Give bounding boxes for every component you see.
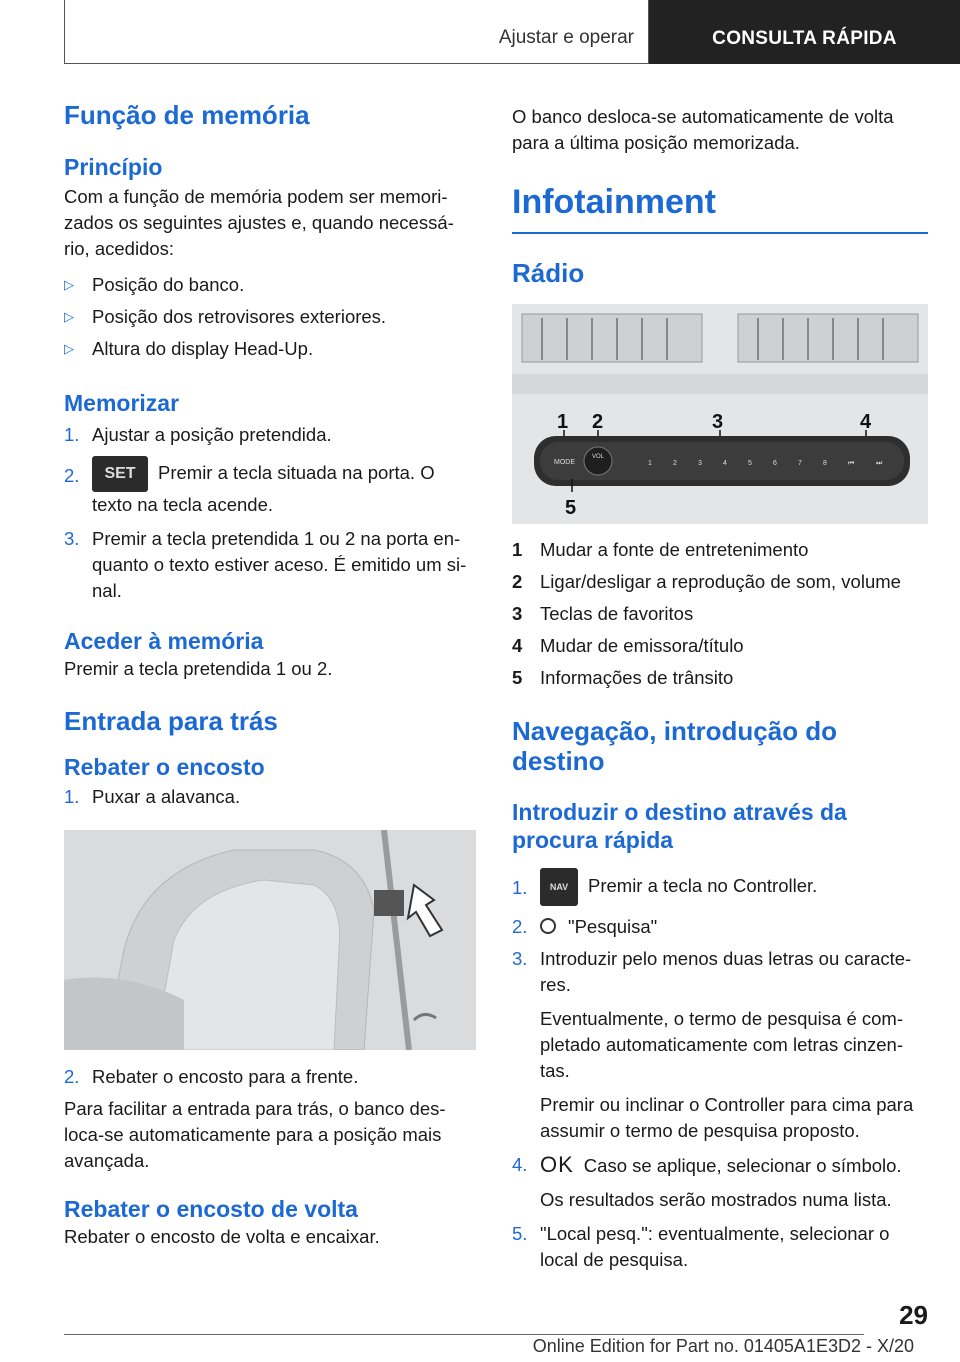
legend-item: 4 Mudar de emissora/título — [512, 635, 744, 656]
step-1: 1. Ajustar a posição pretendida. — [64, 424, 332, 445]
seat-illustration — [64, 830, 476, 1050]
magnifier-icon — [540, 918, 556, 934]
preset-key: 3 — [698, 460, 702, 467]
preset-key: 4 — [723, 460, 727, 467]
footer-edition: Online Edition for Part no. 01405A1E3D2 - X/20 — [532, 1336, 914, 1356]
list-item: ▷ Posição dos retrovisores exteriores. — [64, 304, 476, 330]
left-column — [64, 98, 476, 1250]
nav-step-4: 4. OK Caso se aplique, selecionar o símbolo. — [512, 1152, 902, 1177]
footer-rule — [64, 1334, 864, 1335]
radio-illustration — [512, 304, 928, 524]
fold-step-2: 2. Rebater o encosto para a frente. — [64, 1066, 359, 1087]
step-2: 2. SET Premir a tecla situada na porta. O texto na tecla acende. — [64, 456, 476, 518]
fold-step-1: 1. Puxar a alavanca. — [64, 786, 241, 807]
unfold-text: Rebater o encosto de volta e encaixar. — [64, 1226, 380, 1247]
header-chapter-tab — [649, 0, 960, 64]
preset-key: 6 — [773, 460, 777, 467]
radio-legend — [512, 534, 928, 694]
triangle-bullet-icon: ▷ — [64, 341, 74, 356]
nav-steps — [512, 868, 928, 1273]
mode-key-label: MODE — [554, 459, 575, 466]
access-text: Premir a tecla pretendida 1 ou 2. — [64, 658, 333, 679]
list-item: ▷ Altura do display Head-Up. — [64, 336, 476, 362]
intro-text: O banco desloca-se automaticamente de volta para a última posição memorizada. — [512, 106, 894, 153]
radio-panel-photo — [512, 304, 928, 524]
right-column — [512, 98, 928, 1273]
nav-step-3-note: Eventualmente, o termo de pesquisa é com-pletado automaticamente com letras cinzen-tas. — [540, 1008, 903, 1081]
vol-knob-label: VOL — [592, 454, 605, 460]
triangle-bullet-icon: ▷ — [64, 309, 74, 324]
callout-5: 5 — [565, 497, 577, 519]
page-number: 29 — [899, 1300, 928, 1330]
preset-key: 2 — [673, 460, 677, 467]
infotainment-title: Infotainment — [512, 183, 716, 221]
memory-title: Função de memória — [64, 100, 310, 130]
callout-1: 1 — [557, 411, 569, 433]
preset-key: 8 — [823, 460, 827, 467]
preset-key: 1 — [648, 460, 652, 467]
ok-icon: OK — [540, 1152, 574, 1177]
principle-list — [64, 272, 476, 362]
triangle-bullet-icon: ▷ — [64, 277, 74, 292]
preset-key: 5 — [748, 460, 752, 467]
principle-text: Com a função de memória podem ser memori-zados os seguintes ajustes e, quando necessá-rio, acedidos: — [64, 186, 454, 259]
navigation-title: Navegação, introdução do destino — [512, 716, 838, 776]
callout-4: 4 — [860, 411, 872, 433]
legend-item: 3 Teclas de favoritos — [512, 603, 694, 624]
nav-step-5: 5. "Local pesq.": eventualmente, selecionar o local de pesquisa. — [512, 1223, 890, 1270]
principle-heading: Princípio — [64, 154, 163, 180]
radio-heading: Rádio — [512, 258, 585, 288]
seat-lever-photo — [64, 830, 476, 1050]
set-key-icon: SET — [92, 456, 148, 492]
callout-2: 2 — [592, 411, 604, 433]
memorize-heading: Memorizar — [64, 390, 180, 416]
seek-back-icon: ⏮ — [848, 460, 855, 467]
fold-text: Para facilitar a entrada para trás, o banco des-loca-se automaticamente para a posição mais avançada. — [64, 1098, 446, 1171]
header-section-tab — [64, 0, 649, 64]
nav-step-3: 3. Introduzir pelo menos duas letras ou caracte-res. — [512, 948, 912, 995]
unfold-heading: Rebater o encosto de volta — [64, 1196, 358, 1222]
nav-step-1: 1. NAV Premir a tecla no Controller. — [512, 868, 928, 908]
header-chapter-label: CONSULTA RÁPIDA — [712, 28, 897, 49]
fold-heading: Rebater o encosto — [64, 754, 265, 780]
quick-search-heading: Introduzir o destino através da procura rápida — [512, 799, 847, 853]
rear-entry-title: Entrada para trás — [64, 706, 278, 736]
legend-item: 1 Mudar a fonte de entretenimento — [512, 539, 809, 560]
nav-step-3-note: Premir ou inclinar o Controller para cima para assumir o termo de pesquisa proposto. — [540, 1094, 914, 1141]
nav-key-icon: NAV — [540, 868, 578, 906]
list-item: ▷ Posição do banco. — [64, 272, 476, 298]
seek-forward-icon: ⏭ — [876, 460, 883, 467]
header-section-label: Ajustar e operar — [498, 27, 634, 48]
legend-item: 5 Informações de trânsito — [512, 667, 734, 688]
title-rule — [512, 232, 928, 234]
preset-key: 7 — [798, 460, 802, 467]
nav-step-2: 2. "Pesquisa" — [512, 916, 658, 937]
access-heading: Aceder à memória — [64, 628, 264, 654]
nav-step-4-note: Os resultados serão mostrados numa lista. — [540, 1189, 892, 1210]
step-3: 3. Premir a tecla pretendida 1 ou 2 na porta en-quanto o texto estiver aceso. É emitido um si-nal. — [64, 528, 467, 601]
callout-3: 3 — [712, 411, 724, 433]
memorize-steps — [64, 422, 476, 604]
legend-item: 2 Ligar/desligar a reprodução de som, volume — [512, 571, 901, 592]
